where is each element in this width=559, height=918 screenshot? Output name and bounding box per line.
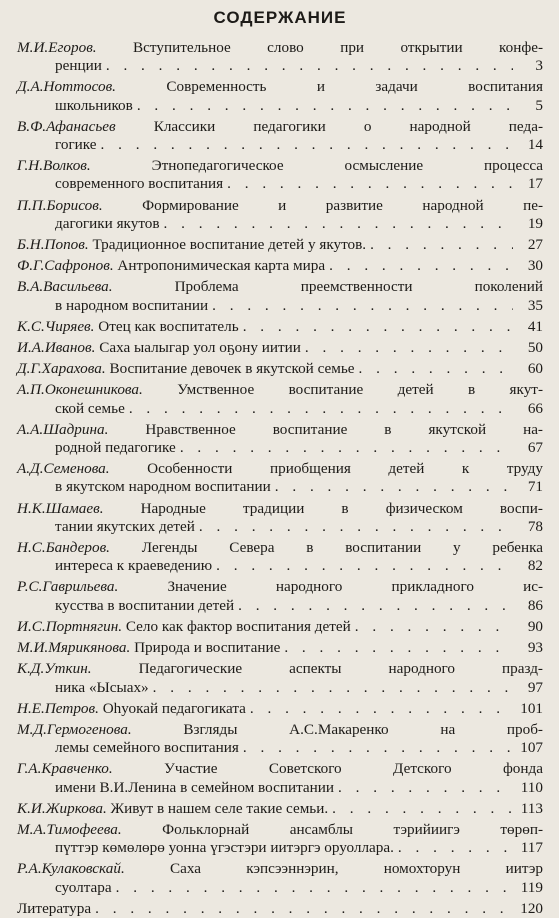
toc-entry-first-line: [17, 421, 543, 439]
toc-page-number: 17: [527, 175, 543, 193]
toc-author: А.А.Шадрина.: [17, 420, 109, 438]
toc-page-number: 41: [527, 317, 543, 335]
toc-page-number: 60: [527, 360, 543, 378]
toc-entry-last-line: [17, 57, 543, 75]
toc-entry-text: [17, 639, 280, 657]
toc-page-number: 101: [520, 699, 543, 717]
toc-entry-text: [17, 900, 91, 918]
toc-title-text: Современность и задачи воспитания: [166, 78, 543, 96]
toc-entry: [17, 760, 543, 796]
toc-entry-last-line: [17, 136, 543, 154]
toc-author: М.И.Мярикянова.: [17, 639, 131, 657]
toc-page-number: 86: [527, 596, 543, 614]
toc-entry-first-line: [17, 278, 543, 296]
toc-page-number: 30: [527, 257, 543, 275]
toc-title-text: Проблема преемственности поколений: [174, 278, 543, 296]
toc-page-number: 71: [527, 478, 543, 496]
dot-leader: [95, 900, 513, 918]
toc-author: А.Д.Семенова.: [17, 460, 110, 478]
toc-entry-last-line: [17, 97, 543, 115]
toc-title-text: Этнопедагогическое осмысление процесса: [151, 157, 543, 175]
toc-author: К.Д.Уткин.: [17, 660, 92, 678]
toc-entry-first-line: [17, 860, 543, 878]
toc-entry: [17, 500, 543, 536]
toc-page-number: 113: [520, 799, 543, 817]
toc-entry-first-line: [17, 821, 543, 839]
toc-entry-line: [17, 800, 543, 818]
toc-entry-first-line: [17, 578, 543, 596]
toc-entry-line: [17, 257, 543, 275]
toc-entry: [17, 339, 543, 357]
toc-title-continuation: ренции: [55, 57, 102, 75]
toc-title-continuation: современного воспитания: [55, 175, 224, 193]
toc-page-number: 110: [520, 778, 543, 796]
toc-title-text: Село как фактор воспитания детей: [125, 617, 351, 635]
page-title: СОДЕРЖАНИЕ: [213, 8, 347, 27]
toc-title-text: Оһуокай педагогиката: [102, 699, 246, 717]
toc-author: Р.А.Кулаковскай.: [17, 860, 125, 878]
toc-list: [17, 39, 543, 918]
toc-entry-line: [17, 700, 543, 718]
toc-author: М.И.Егоров.: [17, 39, 97, 56]
toc-entry: [17, 39, 543, 75]
toc-title-continuation: интереса к краеведению: [55, 557, 213, 575]
toc-entry: [17, 381, 543, 417]
toc-page-number: 3: [535, 57, 543, 75]
dot-leader: [332, 800, 513, 818]
toc-entry-last-line: [17, 739, 543, 757]
toc-page-number: 19: [527, 214, 543, 232]
toc-author: Д.Г.Харахова.: [17, 360, 106, 378]
toc-entry-last-line: [17, 478, 543, 496]
toc-title-continuation: тании якутских детей: [55, 517, 195, 535]
toc-entry: [17, 639, 543, 657]
toc-entry: [17, 800, 543, 818]
toc-entry: [17, 721, 543, 757]
toc-entry-last-line: [17, 400, 543, 418]
toc-entry-line: [17, 900, 543, 918]
toc-author: Ф.Г.Сафронов.: [17, 257, 114, 275]
toc-title-continuation: пүттэр көмөлөрө уонна үгэстэри иитэргэ оруоллара.: [55, 839, 394, 857]
toc-entry-first-line: [17, 539, 543, 557]
toc-title-continuation: в якутском народном воспитании: [55, 478, 271, 496]
dot-leader: [101, 136, 513, 154]
toc-author: Г.Н.Волков.: [17, 157, 91, 175]
toc-entry-line: [17, 360, 543, 378]
toc-page-number: 66: [527, 399, 543, 417]
toc-entry-line: [17, 318, 543, 336]
toc-entry: [17, 539, 543, 575]
toc-entry-last-line: [17, 175, 543, 193]
toc-author: К.С.Чиряев.: [17, 317, 95, 335]
toc-author: П.П.Борисов.: [17, 196, 103, 214]
toc-entry-text: [17, 618, 351, 636]
toc-entry: [17, 460, 543, 496]
dot-leader: [216, 557, 513, 575]
dot-leader: [129, 400, 513, 418]
dot-leader: [284, 639, 513, 657]
toc-title-text: Антропонимическая карта мира: [117, 257, 326, 275]
toc-entry-text: [17, 236, 366, 254]
dot-leader: [199, 518, 513, 536]
dot-leader: [137, 97, 513, 115]
toc-title-text: Взгляды А.С.Макаренко на проб-: [183, 720, 543, 738]
toc-author: И.А.Иванов.: [17, 339, 96, 357]
toc-entry: [17, 900, 543, 918]
toc-entry: [17, 157, 543, 193]
toc-author: И.С.Портнягин.: [17, 617, 123, 635]
toc-entry: [17, 197, 543, 233]
toc-title-text: Саха кэпсээннэрин, номохторун иитэр: [170, 860, 544, 878]
toc-entry-first-line: [17, 118, 543, 136]
toc-page-number: 67: [527, 439, 543, 457]
dot-leader: [355, 618, 513, 636]
toc-title-text: Умственное воспитание детей в якут-: [177, 381, 543, 399]
toc-entry-last-line: [17, 557, 543, 575]
toc-entry-first-line: [17, 660, 543, 678]
dot-leader: [329, 257, 513, 275]
toc-entry-first-line: [17, 381, 543, 399]
toc-entry-last-line: [17, 215, 543, 233]
toc-entry: [17, 821, 543, 857]
toc-page-number: 35: [527, 296, 543, 314]
toc-title-text: Значение народного прикладного ис-: [167, 578, 544, 596]
toc-entry-last-line: [17, 439, 543, 457]
toc-entry: [17, 236, 543, 254]
toc-page-number: 5: [535, 96, 543, 114]
toc-page-number: 27: [527, 236, 543, 254]
dot-leader: [359, 360, 513, 378]
toc-title-text: Живут в нашем селе такие семьи.: [110, 799, 329, 817]
toc-author: К.И.Жиркова.: [17, 799, 107, 817]
toc-page-number: 50: [527, 339, 543, 357]
toc-entry-first-line: [17, 721, 543, 739]
toc-title-continuation: лемы семейного воспитания: [55, 739, 239, 757]
toc-entry-text: [17, 339, 301, 357]
toc-entry: [17, 118, 543, 154]
toc-entry-first-line: [17, 460, 543, 478]
toc-entry-text: [17, 257, 325, 275]
toc-author: Н.Е.Петров.: [17, 699, 99, 717]
dot-leader: [370, 236, 513, 254]
toc-entry: [17, 278, 543, 314]
dot-leader: [153, 679, 513, 697]
toc-page-number: 78: [527, 517, 543, 535]
toc-entry-line: [17, 639, 543, 657]
toc-entry: [17, 318, 543, 336]
toc-entry-last-line: [17, 779, 543, 797]
toc-title-continuation: кусства в воспитании детей: [55, 596, 235, 614]
toc-entry-last-line: [17, 297, 543, 315]
toc-page-number: 117: [520, 839, 543, 857]
toc-entry-text: [17, 800, 328, 818]
toc-author: М.А.Тимофеева.: [17, 820, 122, 838]
toc-title-text: Особенности приобщения детей к труду: [147, 460, 543, 478]
toc-entry: [17, 257, 543, 275]
toc-page-number: 107: [520, 739, 543, 757]
toc-entry: [17, 360, 543, 378]
toc-page-number: 119: [520, 878, 543, 896]
toc-title-continuation: родной педагогике: [55, 439, 176, 457]
toc-title-text: Легенды Севера в воспитании у ребенка: [141, 539, 543, 557]
toc-title-text: Саха ыалыгар уол оҕону иитии: [99, 339, 301, 357]
toc-title-text: Формирование и развитие народной пе-: [142, 196, 543, 214]
dot-leader: [116, 879, 513, 897]
toc-author: Б.Н.Попов.: [17, 236, 89, 254]
toc-entry-first-line: [17, 39, 543, 57]
toc-entry: [17, 660, 543, 696]
toc-title-continuation: суолтара: [55, 878, 112, 896]
dot-leader: [305, 339, 513, 357]
toc-title-text: Участие Советского Детского фонда: [164, 760, 543, 778]
toc-title-text: Литература: [17, 899, 92, 917]
dot-leader: [338, 779, 513, 797]
toc-entry-first-line: [17, 760, 543, 778]
toc-title-text: Педагогические аспекты народного празд-: [138, 660, 543, 678]
toc-page-number: 97: [527, 678, 543, 696]
toc-entry-last-line: [17, 679, 543, 697]
dot-leader: [180, 439, 513, 457]
toc-entry: [17, 700, 543, 718]
toc-entry: [17, 618, 543, 636]
toc-title-text: Классики педагогики о народной педа-: [153, 117, 543, 135]
toc-entry-last-line: [17, 518, 543, 536]
toc-author: М.Д.Гермогенова.: [17, 720, 132, 738]
toc-title-text: Народные традиции в физическом воспи-: [140, 499, 543, 517]
toc-title-text: Воспитание девочек в якутской семье: [109, 360, 355, 378]
toc-entry-line: [17, 618, 543, 636]
toc-title-text: Отец как воспитатель: [98, 317, 239, 335]
toc-entry: [17, 421, 543, 457]
toc-title-text: Нравственное воспитание в якутской на-: [145, 420, 543, 438]
toc-author: Н.С.Бандеров.: [17, 539, 110, 557]
toc-title-continuation: ника «Ысыах»: [55, 678, 149, 696]
toc-entry-text: [17, 700, 246, 718]
toc-title-text: Традиционное воспитание детей у якутов.: [92, 236, 367, 254]
toc-entry-line: [17, 339, 543, 357]
dot-leader: [106, 57, 513, 75]
dot-leader: [238, 597, 513, 615]
toc-page-number: 120: [520, 899, 543, 917]
toc-entry-line: [17, 236, 543, 254]
dot-leader: [243, 318, 513, 336]
toc-title-continuation: ской семье: [55, 399, 125, 417]
toc-entry: [17, 578, 543, 614]
dot-leader: [212, 297, 513, 315]
toc-title-continuation: имени В.И.Ленина в семейном воспитании: [55, 778, 335, 796]
dot-leader: [243, 739, 513, 757]
toc-page-number: 90: [527, 617, 543, 635]
toc-author: Н.К.Шамаев.: [17, 499, 104, 517]
toc-author: В.А.Васильева.: [17, 278, 113, 296]
toc-entry-first-line: [17, 500, 543, 518]
toc-title-continuation: гогике: [55, 136, 97, 154]
dot-leader: [250, 700, 513, 718]
toc-entry-text: [17, 318, 239, 336]
toc-author: Р.С.Гаврильева.: [17, 578, 119, 596]
dot-leader: [227, 175, 513, 193]
dot-leader: [275, 478, 513, 496]
toc-title-continuation: школьников: [55, 96, 133, 114]
toc-title-continuation: в народном воспитании: [55, 296, 209, 314]
toc-title-text: Фольклорнай ансамблы тэрийиигэ төрөп-: [162, 820, 543, 838]
toc-page-number: 14: [527, 136, 543, 154]
toc-entry-first-line: [17, 78, 543, 96]
toc-author: Д.А.Ноттосов.: [17, 78, 116, 96]
toc-entry: [17, 78, 543, 114]
toc-author: В.Ф.Афанасьев: [17, 117, 116, 135]
toc-title-continuation: дагогики якутов: [55, 214, 160, 232]
toc-entry: [17, 860, 543, 896]
toc-page-number: 93: [527, 639, 543, 657]
toc-entry-last-line: [17, 839, 543, 857]
toc-title-text: Природа и воспитание: [134, 639, 281, 657]
toc-author: Г.А.Кравченко.: [17, 760, 113, 778]
toc-entry-first-line: [17, 197, 543, 215]
toc-entry-text: [17, 360, 355, 378]
toc-page-number: 82: [527, 557, 543, 575]
toc-author: А.П.Оконешникова.: [17, 381, 143, 399]
dot-leader: [398, 839, 513, 857]
toc-entry-last-line: [17, 879, 543, 897]
toc-entry-last-line: [17, 597, 543, 615]
toc-entry-first-line: [17, 157, 543, 175]
toc-title-text: Вступительное слово при открытии конфе-: [133, 39, 544, 56]
dot-leader: [164, 215, 513, 233]
